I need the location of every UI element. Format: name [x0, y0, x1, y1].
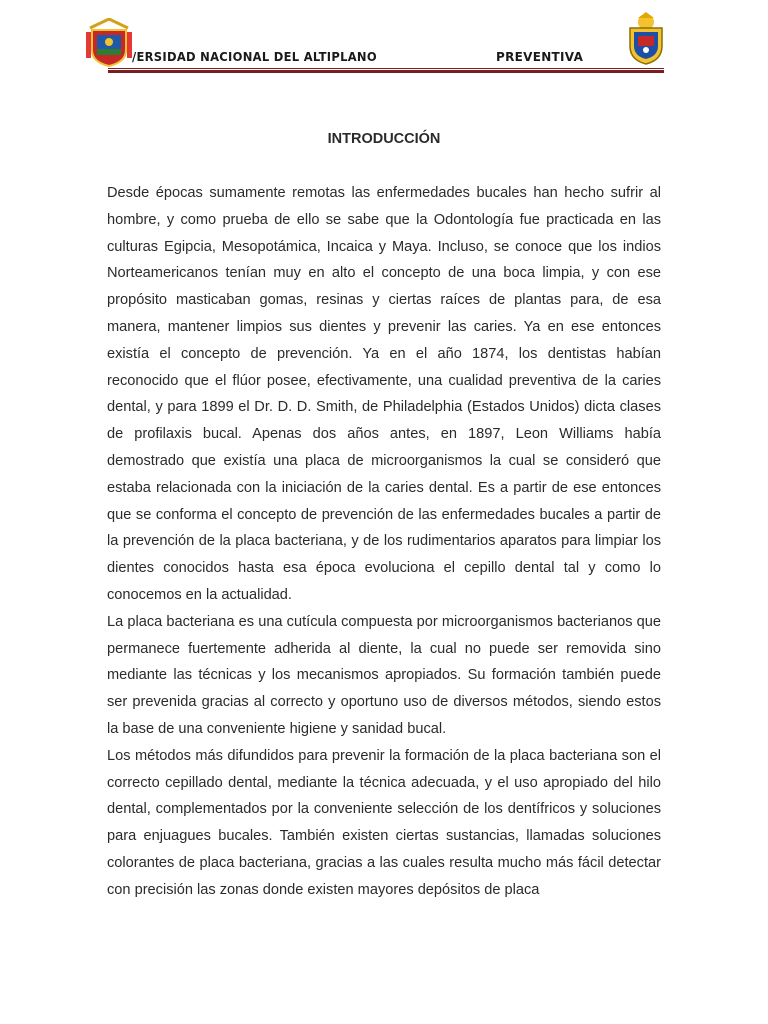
university-crest-icon [86, 18, 132, 68]
institution-name: /ERSIDAD NACIONAL DEL ALTIPLANO [132, 50, 377, 64]
paragraph: Los métodos más difundidos para prevenir la formación de la placa bacteriana son el correcto cepillado dental, mediante la técnica adecuada, y el uso apropiado del hilo dental, complementados por la conveniente selección de los dentífricos y soluciones para enjuagues bucales. También existen ciertas sustancias, llamadas soluciones colorantes de placa bacteriana, gracias a las cuales resulta mucho más fácil detectar con precisión las zonas donde existen mayores depósitos de placa [107, 747, 661, 898]
page-header [84, 12, 668, 74]
paragraph: La placa bacteriana es una cutícula compuesta por microorganismos bacterianos que permanece fuertemente adherida al diente, la cual no puede ser removida sino mediante las técnicas y los mecanismos apropiados. Su formación también puede ser prevenida gracias al correcto y oportuno uso de diversos métodos, siendo estos la base de una conveniente higiene y sanidad bucal. [107, 613, 661, 737]
faculty-shield-icon [624, 12, 668, 66]
section-title: INTRODUCCIÓN [327, 131, 441, 147]
header-divider-thin [108, 68, 664, 69]
paragraph: Desde épocas sumamente remotas las enfermedades bucales han hecho sufrir al hombre, y como prueba de ello se sabe que la Odontología fue practicada en las culturas Egipcia, Mesopotámica, Incaica y Maya. Incluso, se conoce que los indios Norteamericanos tenían muy en alto el concepto de una boca limpia, y con ese propósito masticaban gomas, resinas y ciertas raíces de plantas para, de esa manera, mantener limpios sus dientes y prevenir las caries. Ya en ese entonces existía el concepto de prevención. Ya en el año 1874, los dentistas habían reconocido que el flúor posee, efectivamente, una cualidad preventiva de la caries dental, y para 1899 el Dr. D. D. Smith, de Philadelphia (Estados Unidos) dicta clases de profilaxis bucal. Apenas dos años antes, en 1897, Leon Williams había demostrado que existía una placa de microorganismos la cual se consideró que estaba relacionada con la iniciación de la caries dental. Es a partir de ese entonces que se conforma el concepto de prevención de las enfermedades bucales a partir de la prevención de la placa bacteriana, y de los rudimentarios aparatos para limpiar los dientes conocidos hasta esa época evoluciona el cepillo dental tal y como lo conocemos en la actualidad. [107, 185, 661, 603]
document-body [107, 180, 661, 904]
header-divider-thick [108, 70, 664, 73]
course-name: PREVENTIVA [496, 50, 584, 64]
